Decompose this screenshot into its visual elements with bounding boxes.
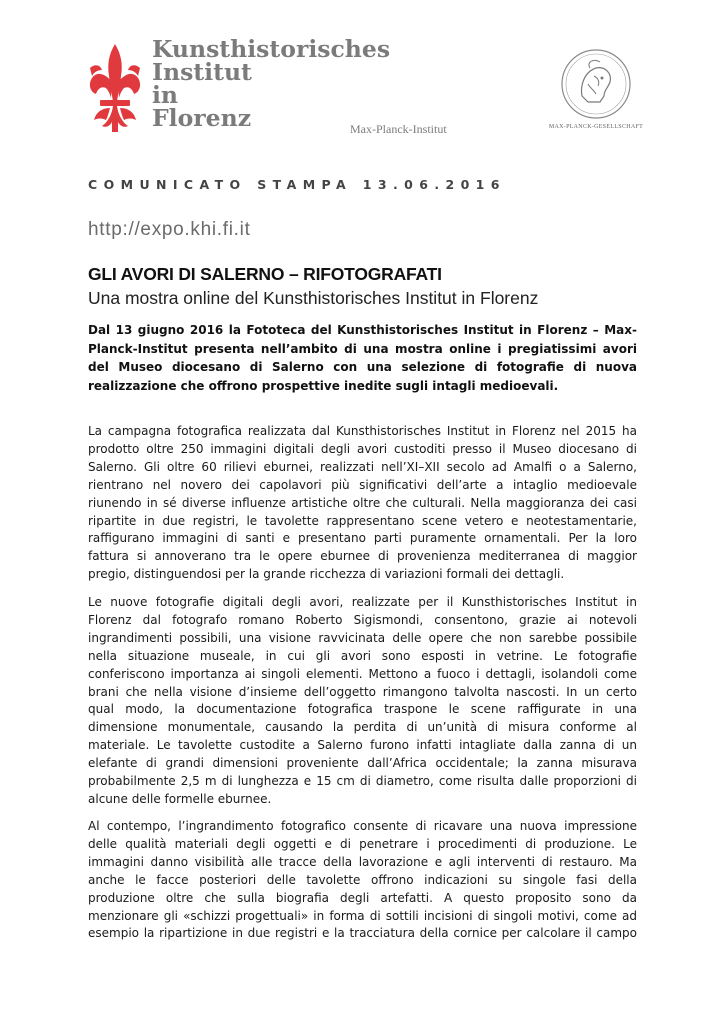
paragraph-line: ripartite in due registri, le tavolette rappresentano scene vetero e neotestamentarie,: [88, 513, 637, 528]
paragraph-line: probabilmente 2,5 m di lunghezza e 15 cm di diametro, come risulta dalle proporzioni di: [88, 774, 637, 789]
institute-name-line: Florenz: [152, 104, 252, 132]
institute-name: [152, 35, 391, 132]
paragraph-line: La campagna fotografica realizzata dal Kunsthistorisches Institut in Florenz nel 2015 ha: [88, 424, 637, 438]
page-title: GLI AVORI DI SALERNO – RIFOTOGRAFATI: [88, 264, 442, 284]
paragraph-line: Al contempo, l’ingrandimento fotografico consente di ricavare una nuova impressione: [88, 819, 637, 833]
paragraph-line: anche le facce posteriori delle tavolette offrono indicazioni su singole fasi della: [88, 872, 637, 887]
paragraph-line: esempio la ripartizione in due registri e la tracciatura della cornice per calcolare il campo: [88, 926, 637, 941]
max-planck-gesellschaft-label: MAX-PLANCK-GESELLSCHAFT: [548, 124, 644, 130]
institute-name-line: Kunsthistorisches: [152, 35, 391, 63]
florentine-lily-logo: [88, 42, 142, 134]
lead-paragraph: Dal 13 giugno 2016 la Fototeca del Kunsthistorisches Institut in Florenz – Max-Planck-Institut presenta nell’ambito di una mostra online i pregiatissimi avori del Museo diocesano di Salerno con una selezione di fotografie di nuova realizzazione che offrono prospettive inedite sugli intagli medioevali.: [88, 323, 637, 393]
body-paragraph: [88, 423, 637, 584]
paragraph-line: raffigurano immagini di santi e presentano parti puramente ornamentali. Per la loro: [88, 531, 637, 546]
paragraph-line: produzione oltre che sulla biografia degli artefatti. A questo proposito sono da: [88, 890, 637, 905]
body-paragraph: [88, 594, 637, 809]
paragraph-line: elefante di grandi dimensioni proveniente dall’Africa occidentale; la zanna misurava: [88, 756, 637, 771]
page-subtitle: Una mostra online del Kunsthistorisches Institut in Florenz: [88, 288, 539, 308]
max-planck-institut-label: Max-Planck-Institut: [350, 122, 447, 136]
press-release-heading: COMUNICATO STAMPA 13.06.2016: [88, 177, 506, 192]
institute-name-line: in: [152, 81, 179, 109]
paragraph-line: rientrano nel novero dei capolavori più significativi dell’arte a intaglio medioevale: [88, 477, 637, 492]
paragraph-line: menzionare gli «schizzi progettuali» in forma di sottili incisioni di singoli motivi, come ad: [88, 908, 637, 923]
exhibition-link[interactable]: http://expo.khi.fi.it: [88, 219, 251, 240]
paragraph-line: delle qualità materiali degli oggetti e di penetrare i procedimenti di produzione. Le: [88, 836, 637, 851]
paragraph-line: alcune delle formelle eburnee.: [88, 791, 272, 806]
paragraph-line: qual modo, la documentazione fotografica traspone le scene raffigurate in una: [88, 702, 637, 717]
paragraph-line: ingrandimenti possibili, una visione ravvicinata delle opere che non sarebbe possibile: [88, 630, 637, 645]
paragraph-line: nella situazione museale, in cui gli avori sono esposti in vetrine. Le fotografie: [88, 648, 637, 663]
paragraph-line: immagini danno visibilità alle tracce della lavorazione e agli interventi di restauro. Ma: [88, 854, 637, 869]
paragraph-line: materiale. Le tavolette custodite a Salerno furono infatti intagliate dalla zanna di un: [88, 738, 637, 753]
paragraph-line: pregio, distinguendosi per la grande ricchezza di variazioni formali dei dettagli.: [88, 567, 565, 582]
institute-name-line: Institut: [152, 58, 252, 86]
paragraph-line: dimensione monumentale, causando la perdita di un’unità di misura conforme al: [88, 720, 637, 735]
paragraph-line: Le nuove fotografie digitali degli avori, realizzate per il Kunsthistorisches Institut in: [88, 595, 637, 609]
paragraph-line: brani che nella visione d’insieme dell’oggetto rimangono talvolta nascosti. In un certo: [88, 684, 637, 699]
paragraph-line: Salerno. Gli oltre 60 rilievi eburnei, realizzati nell’XI–XII secolo ad Amalfi o a Salerno,: [88, 459, 637, 474]
minerva-seal-logo: [560, 48, 632, 120]
body-paragraph: [88, 818, 637, 943]
letterhead: [88, 35, 648, 140]
paragraph-line: Florenz dal fotografo romano Roberto Sigismondi, consentono, grazie ai notevoli: [88, 612, 637, 627]
paragraph-line: riunendo in sé diverse influenze artistiche oltre che culturali. Nella maggioranza dei casi: [88, 495, 637, 510]
paragraph-line: prodotto oltre 250 immagini digitali degli avori custoditi presso il Museo diocesano di: [88, 441, 637, 456]
paragraph-line: conferiscono importanza ai singoli elementi. Mettono a fuoco i dettagli, isolandoli come: [88, 666, 637, 681]
paragraph-line: fattura si annoverano tra le opere eburnee di provenienza mediterranea di maggior: [88, 549, 637, 564]
